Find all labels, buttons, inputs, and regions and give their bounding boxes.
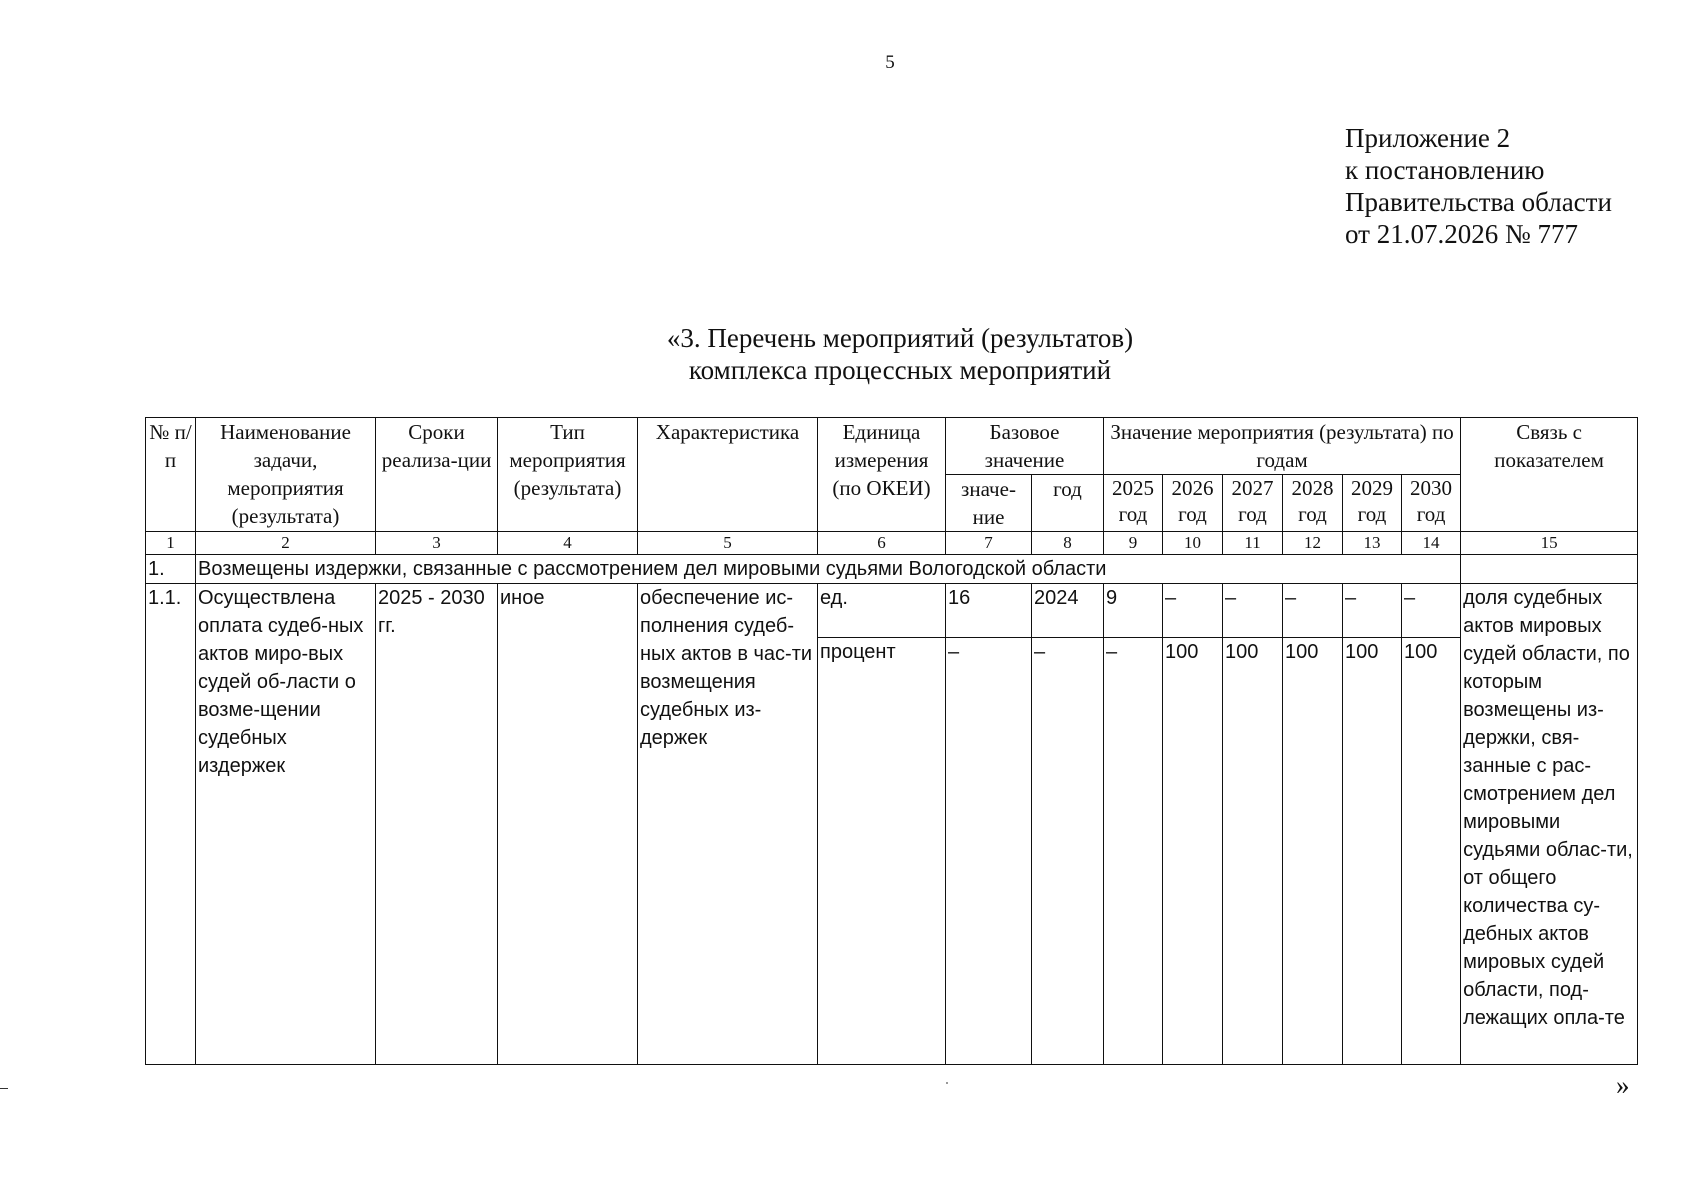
value-2030-cell: 100 bbox=[1402, 638, 1461, 1065]
column-number: 3 bbox=[376, 532, 498, 555]
column-number: 5 bbox=[638, 532, 818, 555]
header-base-value: значе-ние bbox=[946, 475, 1032, 532]
section-row bbox=[146, 555, 1638, 584]
appendix-line-4: от 21.07.2026 № 777 bbox=[1345, 219, 1578, 249]
base-year-cell: – bbox=[1032, 638, 1104, 1065]
header-link: Связь с показателем bbox=[1461, 418, 1638, 532]
appendix-line-2: к постановлению bbox=[1345, 155, 1545, 185]
header-year-2028: 2028 год bbox=[1283, 475, 1343, 532]
column-number: 6 bbox=[818, 532, 946, 555]
title-line-1: «3. Перечень мероприятий (результатов) bbox=[666, 323, 1134, 353]
item-number: 1.1. bbox=[146, 584, 196, 1065]
header-year-2026: 2026 год bbox=[1163, 475, 1223, 532]
header-num: № п/п bbox=[146, 418, 196, 532]
unit-cell: процент bbox=[818, 638, 946, 1065]
column-number-row bbox=[146, 532, 1638, 555]
value-2027-cell: 100 bbox=[1223, 638, 1283, 1065]
column-number: 9 bbox=[1104, 532, 1163, 555]
header-year-2030: 2030 год bbox=[1402, 475, 1461, 532]
column-number: 12 bbox=[1283, 532, 1343, 555]
item-characteristic: обеспечение ис-полнения судеб-ных актов в час-ти возмещения судебных из-держек bbox=[638, 584, 818, 1065]
measures-table bbox=[145, 417, 1638, 1065]
value-2029-cell: 100 bbox=[1343, 638, 1402, 1065]
header-unit: Единица измерения (по ОКЕИ) bbox=[818, 418, 946, 532]
header-year-2027: 2027 год bbox=[1223, 475, 1283, 532]
page-number: 5 bbox=[885, 52, 895, 73]
column-number: 10 bbox=[1163, 532, 1223, 555]
value-2027-cell: – bbox=[1223, 584, 1283, 638]
header-values: Значение мероприятия (результата) по годам bbox=[1104, 418, 1461, 475]
appendix-reference bbox=[1345, 122, 1612, 250]
header-year-2029: 2029 год bbox=[1343, 475, 1402, 532]
item-name: Осуществлена оплата судеб-ных актов миро-вых судей об-ласти о возме-щении судебных издержек bbox=[196, 584, 376, 1065]
scan-speck bbox=[946, 1082, 948, 1084]
value-2026-cell: – bbox=[1163, 584, 1223, 638]
item-terms: 2025 - 2030 гг. bbox=[376, 584, 498, 1065]
closing-quote: » bbox=[1616, 1070, 1630, 1100]
column-number: 8 bbox=[1032, 532, 1104, 555]
header-base: Базовое значение bbox=[946, 418, 1104, 475]
header-base-year: год bbox=[1032, 475, 1104, 532]
value-2028-cell: 100 bbox=[1283, 638, 1343, 1065]
value-2029-cell: – bbox=[1343, 584, 1402, 638]
column-number: 14 bbox=[1402, 532, 1461, 555]
column-number: 11 bbox=[1223, 532, 1283, 555]
base-value-cell: – bbox=[946, 638, 1032, 1065]
column-number: 13 bbox=[1343, 532, 1402, 555]
column-number: 4 bbox=[498, 532, 638, 555]
column-number: 7 bbox=[946, 532, 1032, 555]
base-value-cell: 16 bbox=[946, 584, 1032, 638]
header-characteristic: Характеристика bbox=[638, 418, 818, 532]
value-2030-cell: – bbox=[1402, 584, 1461, 638]
value-2026-cell: 100 bbox=[1163, 638, 1223, 1065]
column-number: 15 bbox=[1461, 532, 1638, 555]
value-2028-cell: – bbox=[1283, 584, 1343, 638]
appendix-line-1: Приложение 2 bbox=[1345, 123, 1511, 153]
header-terms: Сроки реализа-ции bbox=[376, 418, 498, 532]
header-type: Тип мероприятия (результата) bbox=[498, 418, 638, 532]
base-year-cell: 2024 bbox=[1032, 584, 1104, 638]
margin-dash bbox=[0, 1088, 8, 1089]
column-number: 1 bbox=[146, 532, 196, 555]
header-name: Наименование задачи, мероприятия (результата) bbox=[196, 418, 376, 532]
section-title: Возмещены издержки, связанные с рассмотрением дел мировыми судьями Вологодской области bbox=[196, 555, 1461, 584]
section-number: 1. bbox=[146, 555, 196, 584]
section-link-cell bbox=[1461, 555, 1638, 584]
item-link-indicator: доля судебных актов мировых судей области, по которым возмещены из-держки, свя-занные с рас-смотрением дел мировыми судьями облас-ти, от общего количества су-дебных актов мировых судей области, под-лежащих опла-те bbox=[1461, 584, 1638, 1065]
value-2025-cell: 9 bbox=[1104, 584, 1163, 638]
item-row-units bbox=[146, 584, 1638, 638]
unit-cell: ед. bbox=[818, 584, 946, 638]
value-2025-cell: – bbox=[1104, 638, 1163, 1065]
column-number: 2 bbox=[196, 532, 376, 555]
appendix-line-3: Правительства области bbox=[1345, 187, 1612, 217]
document-title bbox=[560, 322, 1240, 386]
item-type: иное bbox=[498, 584, 638, 1065]
title-line-2: комплекса процессных мероприятий bbox=[688, 355, 1112, 385]
header-year-2025: 2025 год bbox=[1104, 475, 1163, 532]
